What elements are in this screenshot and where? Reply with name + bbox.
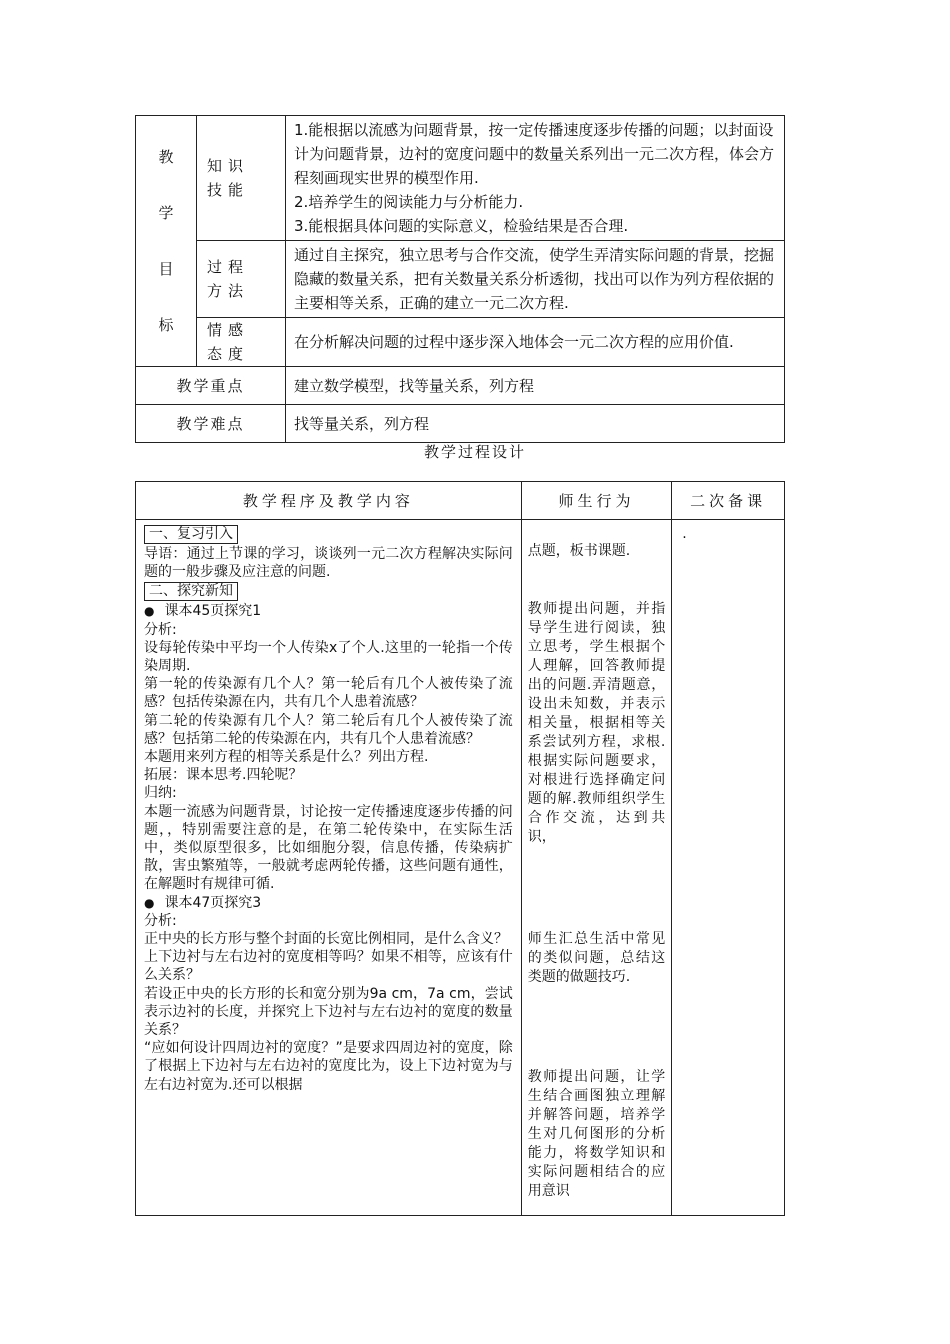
difficulty-content: 找等量关系，列方程 [286, 405, 785, 443]
role-text: 教师提出问题，并指导学生进行阅读，独立思考，学生根据个人理解，回答教师提出的问题.弄清题意，设出未知数，并表示相关量，根据相等关系尝试列方程，求根.根据实际问题要求，对根进行选择确定问题的解.教师组织学生合作交流，达到共识， [527, 601, 666, 845]
section-review-heading: 一、复习引入 [144, 525, 238, 544]
attitude-label [197, 318, 286, 367]
label-line: 技能 [207, 181, 250, 199]
label-line: 情感 [207, 321, 250, 339]
note-text: . [682, 526, 687, 542]
label-line: 态度 [207, 345, 250, 363]
paragraph: 设每轮传染中平均一个人传染x了个人.这里的一轮指一个传染周期. [144, 639, 513, 675]
paragraph: “应如何设计四周边衬的宽度？”是要求四周边衬的宽度，除了根据上下边衬与左右边衬的宽度比为，设上下边衬宽为与左右边衬宽为.还可以根据 [144, 1040, 513, 1093]
knowledge-label [197, 116, 286, 241]
role-text: 教师提出问题，让学生结合画图独立理解并解答问题，培养学生对几何图形的分析能力，将数学知识和实际问题相结合的应用意识 [527, 1069, 666, 1199]
process-method-label [197, 241, 286, 318]
section-explore-heading: 二、探究新知 [144, 582, 238, 601]
attitude-content [286, 318, 785, 367]
main-content-cell [136, 520, 522, 1216]
paragraph: 分析: [144, 621, 177, 638]
process-method-content [286, 241, 785, 318]
label-line: 过程 [207, 258, 250, 276]
main-label-char: 标 [158, 316, 174, 334]
objective-text: 1.能根据以流感为问题背景，按一定传播速度逐步传播的问题；以封面设计为问题背景，边衬的宽度问题中的数量关系列出一元二次方程，体会方程刻画现实世界的模型作用. [294, 121, 775, 187]
main-label-char: 目 [158, 260, 174, 278]
bullet-item: ● 课本47页探究3 [144, 894, 513, 912]
objectives-main-label [136, 116, 197, 367]
main-label-char: 教 [158, 148, 174, 166]
objective-text: 2.培养学生的阅读能力与分析能力. [294, 193, 524, 211]
paragraph: 归纳: [144, 785, 177, 802]
paragraph: 本题一流感为问题背景，讨论按一定传播速度逐步传播的问题，，特别需要注意的是，在第二轮传染中，在实际生活中，类似原型很多，比如细胞分裂，信息传播，传染病扩散，害虫繁殖等，一般就考虑两轮传播，这些问题有通性，在解题时有规律可循. [144, 803, 513, 893]
paragraph: 本题用来列方程的相等关系是什么？列出方程. [144, 749, 429, 766]
paragraph: 导语：通过上节课的学习，谈谈列一元二次方程解决实际问题的一般步骤及应注意的问题. [144, 546, 513, 581]
objective-text: 在分析解决问题的过程中逐步深入地体会一元二次方程的应用价值. [294, 333, 734, 351]
header-main: 教学程序及教学内容 [136, 482, 522, 520]
objective-text: 通过自主探究，独立思考与合作交流，使学生弄清实际问题的背景，挖掘隐藏的数量关系，把有关数量关系分析透彻，找出可以作为列方程依据的主要相等关系，正确的建立一元二次方程. [294, 246, 775, 312]
bullet-item: ● 课本45页探究1 [144, 602, 513, 620]
paragraph: 若设正中央的长方形的长和宽分别为9a cm，7a cm，尝试表示边衬的长度，并探究上下边衬与左右边衬的宽度的数量关系？ [144, 985, 513, 1039]
knowledge-content [286, 116, 785, 241]
key-point-label: 教学重点 [136, 367, 286, 405]
role-cell [521, 520, 672, 1216]
role-text: 师生汇总生活中常见的类似问题，总结这类题的做题技巧. [527, 931, 666, 985]
paragraph: 第一轮的传染源有几个人？第一轮后有几个人被传染了流感？包括传染源在内，共有几个人患着流感？ [144, 676, 513, 711]
header-role: 师生行为 [521, 482, 672, 520]
process-table [135, 481, 785, 1216]
process-title: 教学过程设计 [423, 443, 526, 461]
main-label-char: 学 [158, 204, 174, 222]
objective-text: 3.能根据具体问题的实际意义，检验结果是否合理. [294, 217, 629, 235]
objectives-table [135, 115, 785, 443]
paragraph: 拓展：课本思考.四轮呢？ [144, 767, 303, 784]
role-text: 点题，板书课题. [527, 543, 631, 559]
difficulty-label: 教学难点 [136, 405, 286, 443]
header-note: 二次备课 [672, 482, 785, 520]
note-cell [672, 520, 785, 1216]
label-line: 方法 [207, 282, 250, 300]
paragraph: 第二轮的传染源有几个人？第二轮后有几个人被传染了流感？包括第二轮的传染源在内，共有几个人患着流感？ [144, 712, 513, 747]
label-line: 知识 [207, 157, 250, 175]
paragraph: 上下边衬与左右边衬的宽度相等吗？如果不相等，应该有什么关系？ [144, 949, 513, 984]
paragraph: 正中央的长方形与整个封面的长宽比例相同，是什么含义？ [144, 931, 508, 948]
paragraph: 分析: [144, 912, 177, 929]
key-point-content: 建立数学模型，找等量关系，列方程 [286, 367, 785, 405]
